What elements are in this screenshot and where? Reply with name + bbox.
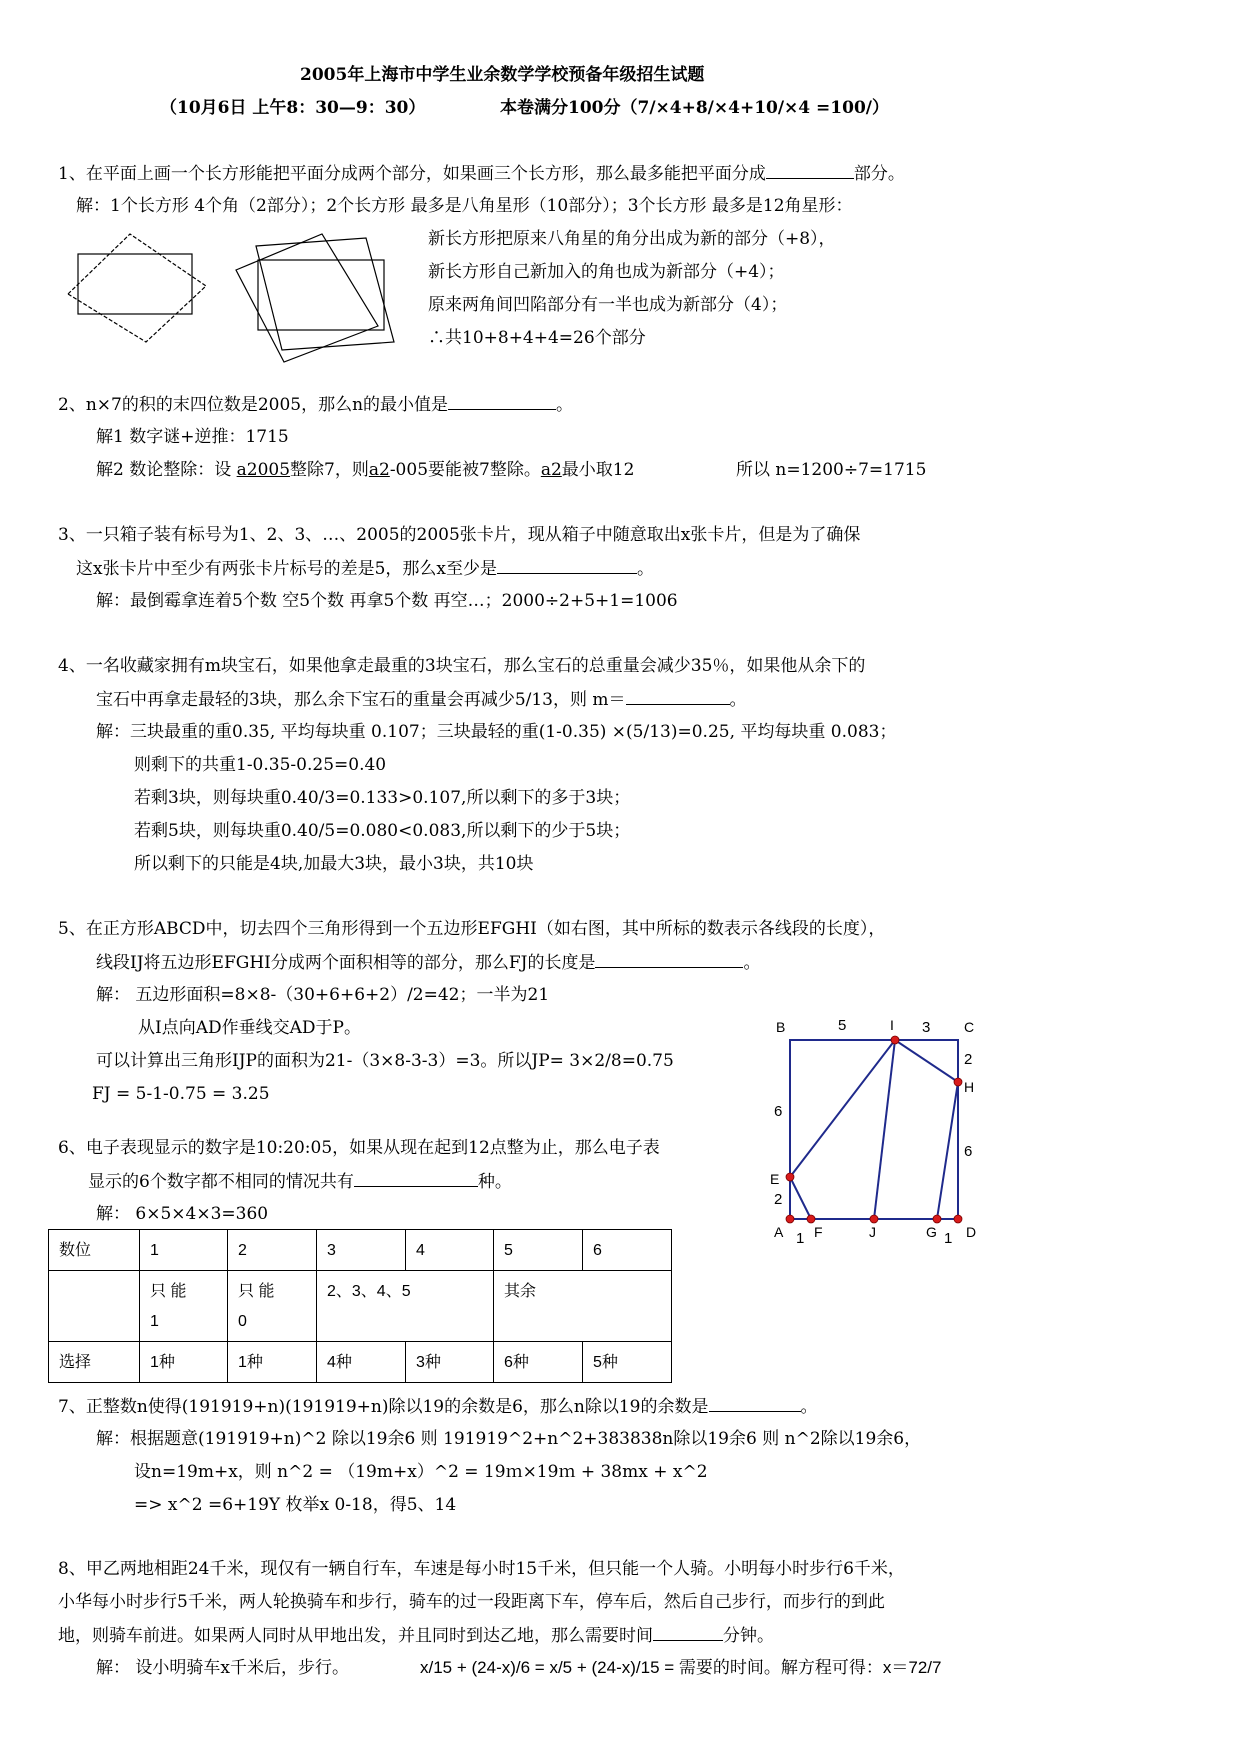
table-cell: 5 xyxy=(494,1230,583,1271)
q2-solution-2-result: 所以 n=1200÷7=1715 xyxy=(736,460,927,480)
cell-line: 只 能 xyxy=(150,1283,187,1300)
length-hd: 6 xyxy=(964,1143,973,1160)
table-row xyxy=(49,1342,672,1383)
rect-3c xyxy=(256,238,394,350)
table-row xyxy=(49,1271,672,1342)
two-rectangles xyxy=(68,234,206,342)
table-cell: 4 xyxy=(406,1230,494,1271)
q7-solution-2: 设n=19m+x，则 n^2 = （19m+x）^2 = 19ｍ×19ｍ + 38mx + x^2 xyxy=(134,1462,708,1482)
table-cell: 数位 xyxy=(49,1230,140,1271)
q1-note-3: 原来两角间凹陷部分有一半也成为新部分（4）； xyxy=(428,295,788,315)
label-d: D xyxy=(966,1224,977,1240)
q6-line-2 xyxy=(88,1170,512,1193)
q5-solution-4: FJ = 5-1-0.75 = 3.25 xyxy=(92,1084,270,1104)
q2-question-end: 。 xyxy=(556,395,574,415)
table-cell xyxy=(228,1271,317,1342)
label-i: I xyxy=(890,1017,894,1033)
q3-line-2-text: 这x张卡片中至少有两张卡片标号的差是5，那么x至少是 xyxy=(76,559,497,579)
q4-line-2-text: 宝石中再拿走最轻的3块，那么余下宝石的重量会再减少5/13，则 m＝ xyxy=(96,690,626,710)
q6-answer-blank xyxy=(354,1170,478,1187)
exam-time: （10月6日 上午8：30—9：30） xyxy=(160,98,426,118)
q2-solution-2 xyxy=(96,459,634,481)
table-cell xyxy=(140,1271,228,1342)
q5-line-2-end: 。 xyxy=(743,953,761,973)
q4-solution-4: 若剩5块，则每块重0.40/5=0.080<0.083,所以剩下的少于5块； xyxy=(134,821,631,841)
q5-square-figure xyxy=(760,1010,1000,1250)
q2-solution-1: 解1 数字谜+逆推：1715 xyxy=(96,427,289,447)
table-cell: 选择 xyxy=(49,1342,140,1383)
q3-line-1: 3、一只箱子装有标号为1、2、3、…、2005的2005张卡片，现从箱子中随意取出x张卡片，但是为了确保 xyxy=(58,525,861,545)
q2-sol2-u2: a2 xyxy=(368,460,390,480)
length-gd: 1 xyxy=(944,1230,953,1247)
q4-solution-1: 解：三块最重的重0.35, 平均每块重 0.107；三块最轻的重(1-0.35) ×(5/13)=0.25, 平均每块重 0.083； xyxy=(96,722,897,742)
q4-line-2-end: 。 xyxy=(729,690,747,710)
q7-solution-3: => x^2 =6+19Y 枚举x 0-18，得5、14 xyxy=(134,1495,457,1515)
label-c: C xyxy=(964,1019,975,1035)
q3-solution: 解：最倒霉拿连着5个数 空5个数 再拿5个数 再空…；2000÷2+5+1=1006 xyxy=(96,591,678,611)
q2-sol2-b: 整除7，则 xyxy=(290,460,369,480)
point-a xyxy=(786,1215,794,1223)
table-row xyxy=(49,1230,672,1271)
rect-3a xyxy=(258,260,384,330)
q8-line-1: 8、甲乙两地相距24千米，现仅有一辆自行车，车速是每小时15千米，但只能一个人骑。小明每小时步行6千米， xyxy=(58,1559,905,1579)
table-cell: 1 xyxy=(140,1230,228,1271)
table-cell: 1种 xyxy=(140,1342,228,1383)
point-d xyxy=(954,1215,962,1223)
length-ic: 3 xyxy=(922,1019,931,1036)
point-e xyxy=(786,1173,794,1181)
label-b: B xyxy=(776,1019,786,1035)
cell-line: 1 xyxy=(150,1313,159,1330)
q1-note-1: 新长方形把原来八角星的角分出成为新的部分（+8）， xyxy=(428,229,836,249)
q1-answer-blank xyxy=(766,162,854,179)
q4-line-2 xyxy=(96,688,747,711)
q2-answer-blank xyxy=(448,393,556,410)
q4-solution-3: 若剩3块，则每块重0.40/3=0.133>0.107,所以剩下的多于3块； xyxy=(134,788,631,808)
q6-solution: 解： 6×5×4×3=360 xyxy=(96,1204,269,1224)
q4-solution-2: 则剩下的共重1-0.35-0.25=0.40 xyxy=(134,755,387,775)
q8-line-2: 小华每小时步行5千米，两人轮换骑车和步行，骑车的过一段距离下车，停车后，然后自己步行，而步行的到此 xyxy=(58,1592,885,1612)
q1-note-2: 新长方形自己新加入的角也成为新部分（+4）； xyxy=(428,262,785,282)
q6-line-1: 6、电子表现显示的数字是10:20:05，如果从现在起到12点整为止，那么电子表 xyxy=(58,1138,660,1158)
q7-solution-1: 解：根据题意(191919+n)^2 除以19余6 则 191919^2+n^2+383838n除以19余6 则 n^2除以19余6， xyxy=(96,1429,922,1449)
label-j: J xyxy=(869,1224,876,1240)
q2-sol2-d: 最小取12 xyxy=(561,460,635,480)
table-cell: 6种 xyxy=(494,1342,583,1383)
page-title: 2005年上海市中学生业余数学学校预备年级招生试题 xyxy=(300,65,705,85)
rect-horizontal xyxy=(78,254,192,314)
table-cell: 1种 xyxy=(228,1342,317,1383)
q1-question xyxy=(58,162,905,185)
q7-question-text: 7、正整数n使得(191919+n)(191919+n)除以19的余数是6，那么n除以19的余数是 xyxy=(58,1397,709,1417)
q5-answer-blank xyxy=(595,951,743,968)
q7-answer-blank xyxy=(709,1395,801,1412)
q3-answer-blank xyxy=(497,557,637,574)
q8-answer-blank xyxy=(653,1624,723,1641)
length-bi: 5 xyxy=(838,1017,847,1034)
table-cell: 2、3、4、5 xyxy=(317,1271,494,1342)
table-cell: 其余 xyxy=(494,1271,672,1342)
point-f xyxy=(807,1215,815,1223)
table-cell: 5种 xyxy=(583,1342,672,1383)
q8-line-3 xyxy=(58,1624,774,1647)
label-a: A xyxy=(774,1224,784,1240)
length-ch: 2 xyxy=(964,1051,973,1068)
q2-question-text: 2、n×7的积的末四位数是2005，那么n的最小值是 xyxy=(58,395,449,415)
q2-sol2-u3: a2 xyxy=(540,460,562,480)
q7-question-end: 。 xyxy=(800,1397,818,1417)
table-cell: 6 xyxy=(583,1230,672,1271)
label-h: H xyxy=(964,1079,975,1095)
three-rectangles xyxy=(236,234,394,362)
q2-sol2-u1: a2005 xyxy=(236,460,291,480)
table-cell xyxy=(49,1271,140,1342)
exam-score: 本卷满分100分（7/×4+8/×4+10/×4 =100/） xyxy=(500,98,889,118)
q5-line-2 xyxy=(96,951,760,974)
q1-rectangles-figure xyxy=(60,230,400,370)
q5-solution-2: 从I点向AD作垂线交AD于P。 xyxy=(138,1018,361,1038)
point-i xyxy=(891,1036,899,1044)
q5-solution-3: 可以计算出三角形IJP的面积为21-（3×8-3-3）=3。所以JP= 3×2/8=0.75 xyxy=(96,1051,674,1071)
cell-line: 0 xyxy=(238,1313,247,1330)
q3-line-2-end: 。 xyxy=(637,559,654,579)
q4-answer-blank xyxy=(626,688,730,705)
label-g: G xyxy=(926,1224,937,1240)
point-j xyxy=(870,1215,878,1223)
q1-question-text: 1、在平面上画一个长方形能把平面分成两个部分，如果画三个长方形，那么最多能把平面分成 xyxy=(58,164,766,184)
q8-solution-a: 解： 设小明骑车x千米后，步行。 xyxy=(96,1658,349,1678)
q3-line-2 xyxy=(76,557,654,580)
table-cell: 2 xyxy=(228,1230,317,1271)
q6-digit-table xyxy=(48,1229,672,1383)
q2-question xyxy=(58,393,573,416)
length-be: 6 xyxy=(774,1103,783,1120)
q1-solution: 解：1个长方形 4个角（2部分）；2个长方形 最多是八角星形（10部分）；3个长方形 最多是12角星形： xyxy=(76,196,853,216)
q2-sol2-a: 解2 数论整除：设 xyxy=(96,460,237,480)
q8-line-3-end: 分钟。 xyxy=(723,1626,774,1646)
q1-question-end: 部分。 xyxy=(853,164,905,184)
table-cell: 3 xyxy=(317,1230,406,1271)
q5-solution-1: 解： 五边形面积=8×8-（30+6+6+2）/2=42；一半为21 xyxy=(96,985,550,1005)
q8-line-3-text: 地，则骑车前进。如果两人同时从甲地出发，并且同时到达乙地，那么需要时间 xyxy=(58,1626,653,1646)
segment-ij xyxy=(874,1040,895,1219)
q7-question xyxy=(58,1395,818,1418)
q5-line-1: 5、在正方形ABCD中，切去四个三角形得到一个五边形EFGHI（如右图，其中所标的数表示各线段的长度）， xyxy=(58,919,886,939)
q6-line-2-end: 种。 xyxy=(477,1172,512,1192)
rect-tilted xyxy=(68,234,206,342)
cell-line: 只 能 xyxy=(238,1283,275,1300)
label-e: E xyxy=(770,1171,780,1187)
q1-note-4: ∴共10+8+4+4=26个部分 xyxy=(428,328,646,348)
q2-sol2-c: -005要能被7整除。 xyxy=(389,460,541,480)
point-g xyxy=(933,1215,941,1223)
point-h xyxy=(954,1078,962,1086)
table-cell: 3种 xyxy=(406,1342,494,1383)
table-cell: 4种 xyxy=(317,1342,406,1383)
pentagon-efghi xyxy=(790,1040,958,1219)
q6-line-2-text: 显示的6个数字都不相同的情况共有 xyxy=(88,1172,354,1192)
length-af: 1 xyxy=(796,1230,805,1247)
label-f: F xyxy=(814,1224,823,1240)
length-ea: 2 xyxy=(774,1191,783,1208)
q5-line-2-text: 线段IJ将五边形EFGHI分成两个面积相等的部分，那么FJ的长度是 xyxy=(96,953,596,973)
q8-solution-b: x/15 + (24-x)/6 = x/5 + (24-x)/15 = 需要的时间。解方程可得：x＝72/7 xyxy=(420,1658,942,1677)
q4-solution-5: 所以剩下的只能是4块,加最大3块，最小3块，共10块 xyxy=(134,854,534,874)
q4-line-1: 4、一名收藏家拥有m块宝石，如果他拿走最重的3块宝石，那么宝石的总重量会减少35％，如果他从余下的 xyxy=(58,656,866,676)
